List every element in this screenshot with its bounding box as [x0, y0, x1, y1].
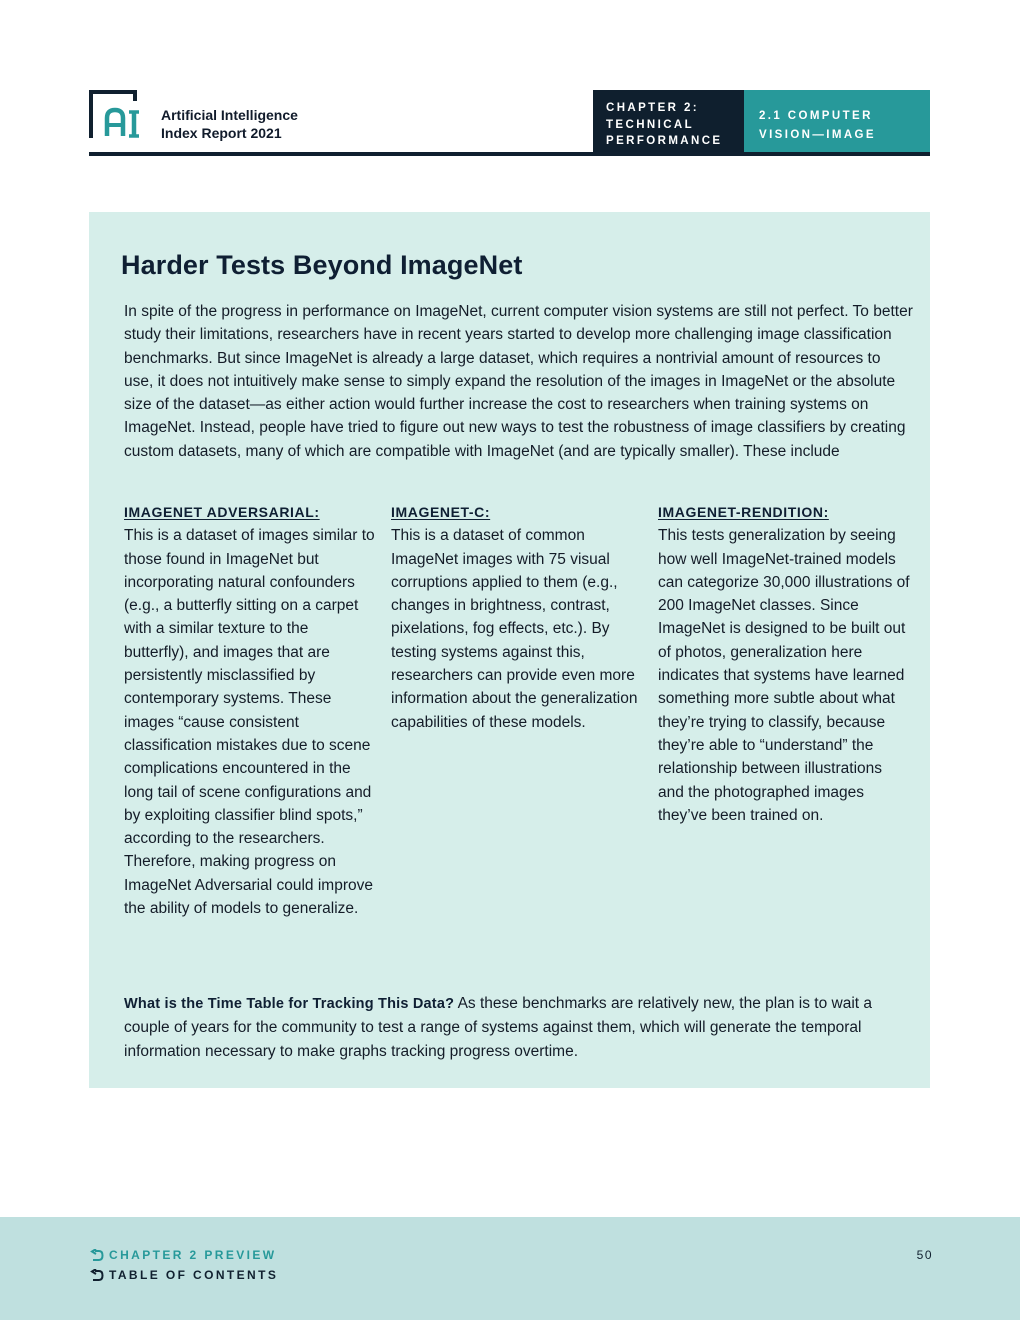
table-of-contents-label: TABLE OF CONTENTS: [109, 1268, 279, 1282]
page-number: 50: [916, 1248, 933, 1262]
panel-title: Harder Tests Beyond ImageNet: [121, 250, 523, 280]
column-imagenet-c: [391, 501, 641, 734]
return-arrow-icon: [90, 1249, 104, 1262]
chapter-label-line2: TECHNICAL: [606, 118, 695, 131]
intro-paragraph: In spite of the progress in performance on ImageNet, current computer vision systems are still not perfect. To better study their limitations, researchers have in recent years started to develop more challenging image classification benchmarks. But since ImageNet is already a large dataset, which requires a nontrivial amount of resources to use, it does not intuitively make sense to simply expand the resolution of the images in ImageNet or the absolute size of the dataset—as either action would further increase the cost to researchers when training systems on ImageNet. Instead, people have tried to figure out new ways to test the robustness of image classifiers by creating custom datasets, many of which are compatible with ImageNet (and are typically smaller). These include: [124, 303, 913, 460]
report-title-line2: Index Report 2021: [161, 125, 282, 141]
chapter-preview-link[interactable]: [90, 1248, 277, 1262]
report-title: [161, 106, 298, 142]
column-imagenet-rendition: [658, 501, 910, 827]
section-label-line2: VISION—IMAGE: [759, 129, 876, 141]
section-label-line1: 2.1 COMPUTER: [759, 110, 873, 122]
column-heading: IMAGENET-C:: [391, 504, 491, 520]
content-panel: [89, 212, 930, 1088]
chapter-label-line3: PERFORMANCE: [606, 135, 723, 147]
header-divider: [89, 152, 930, 156]
ai-index-logo: [89, 90, 147, 140]
column-heading: IMAGENET-RENDITION:: [658, 504, 829, 520]
timetable-note-text: As these benchmarks are relatively new, the plan is to wait a couple of years for the community to test a range of systems against them, which will generate the temporal information necessary to make graphs tracking progress overtime.: [124, 995, 872, 1060]
return-arrow-icon: [90, 1269, 104, 1282]
column-body: This is a dataset of images similar to those found in ImageNet but incorporating natural confounders (e.g., a butterfly sitting on a carpet with a similar texture to the butterfly), and images that are persistently misclassified by contemporary systems. These images “cause consistent classification mistakes due to scene complications encountered in the long tail of scene configurations and by exploiting classifier blind spots,” according to the researchers. Therefore, making progress on ImageNet Adversarial could improve the ability of models to generalize.: [124, 527, 375, 918]
timetable-note: [124, 992, 914, 1063]
chapter-label-line1: CHAPTER 2:: [606, 102, 700, 114]
table-of-contents-link[interactable]: [90, 1268, 278, 1282]
page-header: [89, 90, 930, 157]
chapter-preview-label: CHAPTER 2 PREVIEW: [109, 1248, 277, 1262]
column-body: This tests generalization by seeing how well ImageNet-trained models can categorize 30,000 illustrations of 200 ImageNet classes. Since ImageNet is designed to be built out of photos, generalization here indicates that systems have learned something more subtle about what they’re trying to classify, because they’re able to “understand” the relationship between illustrations and the photographed images they’ve been trained on.: [658, 527, 910, 824]
timetable-note-lead: What is the Time Table for Tracking This Data?: [124, 996, 455, 1012]
column-body: This is a dataset of common ImageNet images with 75 visual corruptions applied to them (e.g., changes in brightness, contrast, pixelations, fog effects, etc.). By testing systems against this, researchers can provide even more information about the generalization capabilities of these models.: [391, 527, 638, 731]
page-footer: [0, 1217, 1020, 1320]
column-heading: IMAGENET ADVERSARIAL:: [124, 504, 320, 520]
column-imagenet-adversarial: [124, 501, 376, 920]
chapter-label: [593, 90, 744, 152]
section-label: [744, 90, 930, 152]
report-title-line1: Artificial Intelligence: [161, 107, 298, 123]
